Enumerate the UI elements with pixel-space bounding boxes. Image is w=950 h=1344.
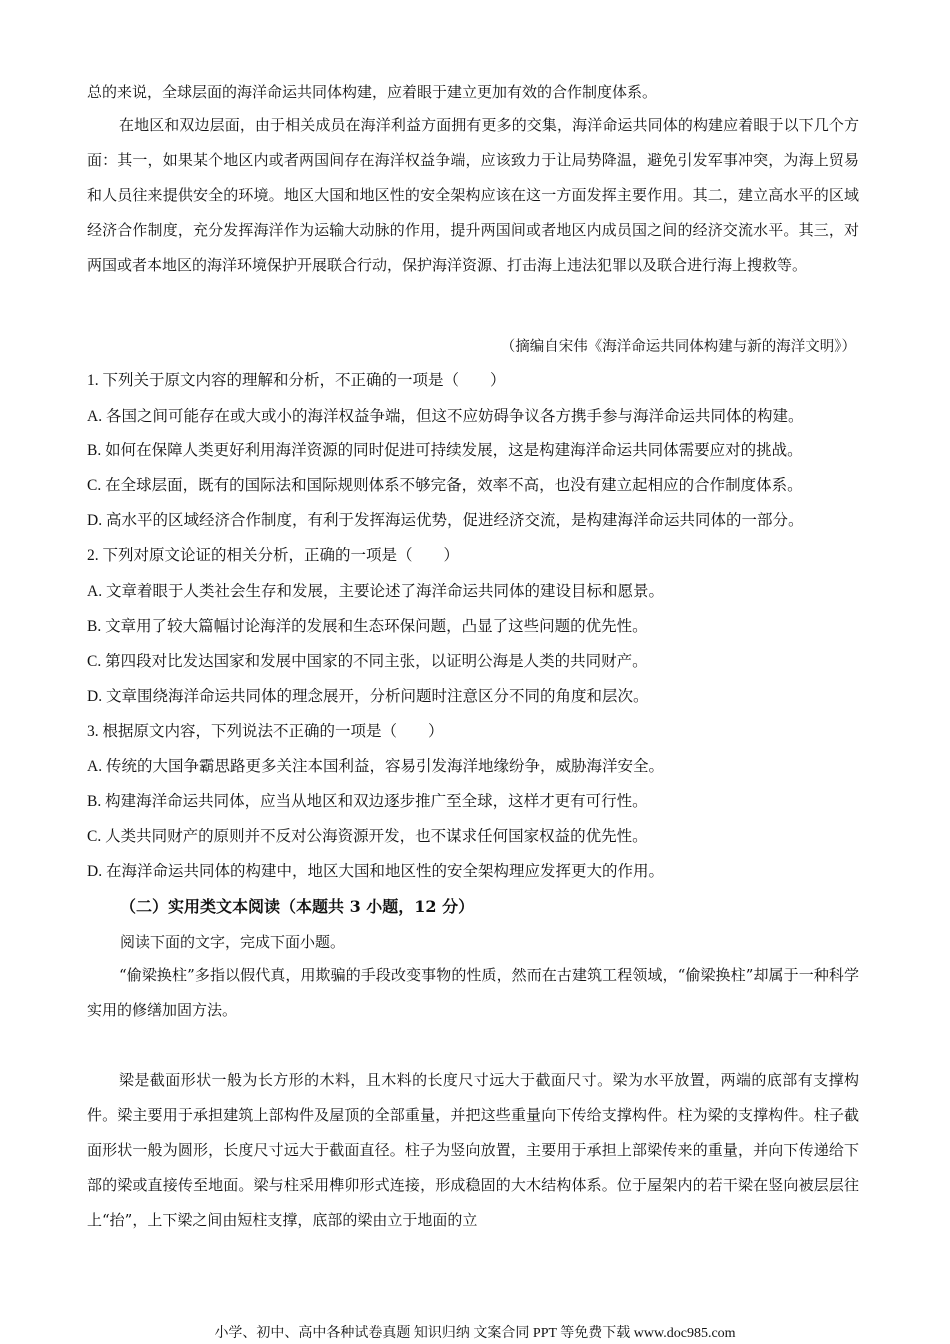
question-2-option-a: A. 文章着眼于人类社会生存和发展，主要论述了海洋命运共同体的建设目标和愿景。: [87, 583, 664, 600]
question-3-option-a: A. 传统的大国争霸思路更多关注本国利益，容易引发海洋地缘纷争，威胁海洋安全。: [87, 758, 664, 775]
question-2-option-d: D. 文章围绕海洋命运共同体的理念展开，分析问题时注意区分不同的角度和层次。: [87, 688, 649, 705]
question-2-stem: 2. 下列对原文论证的相关分析，正确的一项是（ ）: [87, 547, 460, 564]
question-3-option-c: C. 人类共同财产的原则并不反对公海资源开发，也不谋求任何国家权益的优先性。: [87, 828, 648, 845]
question-1-option-c: C. 在全球层面，既有的国际法和国际规则体系不够完备，效率不高，也没有建立起相应的合作制度体系。: [87, 477, 803, 494]
question-2-option-b: B. 文章用了较大篇幅讨论海洋的发展和生态环保问题，凸显了这些问题的优先性。: [87, 618, 648, 635]
question-2-option-c: C. 第四段对比发达国家和发展中国家的不同主张，以证明公海是人类的共同财产。: [87, 653, 648, 670]
question-1-option-b: B. 如何在保障人类更好利用海洋资源的同时促进可持续发展，这是构建海洋命运共同体需要应对的挑战。: [87, 442, 803, 459]
passage-paragraph-regional: 在地区和双边层面，由于相关成员在海洋利益方面拥有更多的交集，海洋命运共同体的构建应着眼于以下几个方面：其一，如果某个地区内或者两国间存在海洋权益争端，应该致力于让局势降温，避免引发军事冲突，为海上贸易和人员往来提供安全的环境。地区大国和地区性的安全架构应该在这一方面发挥主要作用。其二，建立高水平的区域经济合作制度，充分发挥海洋作为运输大动脉的作用，提升两国间或者地区内成员国之间的经济交流水平。其三，对两国或者本地区的海洋环境保护开展联合行动，保护海洋资源、打击海上违法犯罪以及联合进行海上搜救等。: [87, 116, 859, 274]
question-1-option-a: A. 各国之间可能存在或大或小的海洋权益争端，但这不应妨碍争议各方携手参与海洋命运共同体的构建。: [87, 408, 804, 425]
passage-paragraph-conclusion: 总的来说，全球层面的海洋命运共同体构建，应着眼于建立更加有效的合作制度体系。: [87, 83, 658, 101]
page-footer: 小学、初中、高中各种试卷真题 知识归纳 文案合同 PPT 等免费下载 www.doc985.com: [214, 1326, 736, 1341]
section-heading: （二）实用类文本阅读（本题共 3 小题，12 分）: [120, 897, 475, 916]
question-3-option-d: D. 在海洋命运共同体的构建中，地区大国和地区性的安全架构理应发挥更大的作用。: [87, 863, 664, 880]
question-3-option-b: B. 构建海洋命运共同体，应当从地区和双边逐步推广至全球，这样才更有可行性。: [87, 793, 648, 810]
question-1-stem: 1. 下列关于原文内容的理解和分析，不正确的一项是（ ）: [87, 372, 506, 389]
passage2-paragraph-1: “偷梁换柱”多指以假代真，用欺骗的手段改变事物的性质，然而在古建筑工程领域，“偷梁换柱”却属于一种科学实用的修缮加固方法。: [87, 966, 859, 1019]
question-1-option-d: D. 高水平的区域经济合作制度，有利于发挥海运优势，促进经济交流，是构建海洋命运共同体的一部分。: [87, 512, 804, 529]
question-3-stem: 3. 根据原文内容，下列说法不正确的一项是（ ）: [87, 723, 444, 740]
section-instruction: 阅读下面的文字，完成下面小题。: [120, 933, 346, 951]
passage2-paragraph-2: 梁是截面形状一般为长方形的木料，且木料的长度尺寸远大于截面尺寸。梁为水平放置，两端的底部有支撑构件。梁主要用于承担建筑上部构件及屋顶的全部重量，并把这些重量向下传给支撑构件。柱为梁的支撑构件。柱子截面形状一般为圆形，长度尺寸远大于截面直径。柱子为竖向放置，主要用于承担上部梁传来的重量，并向下传递给下部的梁或直接传至地面。梁与柱采用榫卯形式连接，形成稳固的大木结构体系。位于屋架内的若干梁在竖向被层层往上“抬”，上下梁之间由短柱支撑，底部的梁由立于地面的立: [87, 1071, 859, 1229]
passage-source-citation: （摘编自宋伟《海洋命运共同体构建与新的海洋文明》）: [500, 339, 856, 355]
